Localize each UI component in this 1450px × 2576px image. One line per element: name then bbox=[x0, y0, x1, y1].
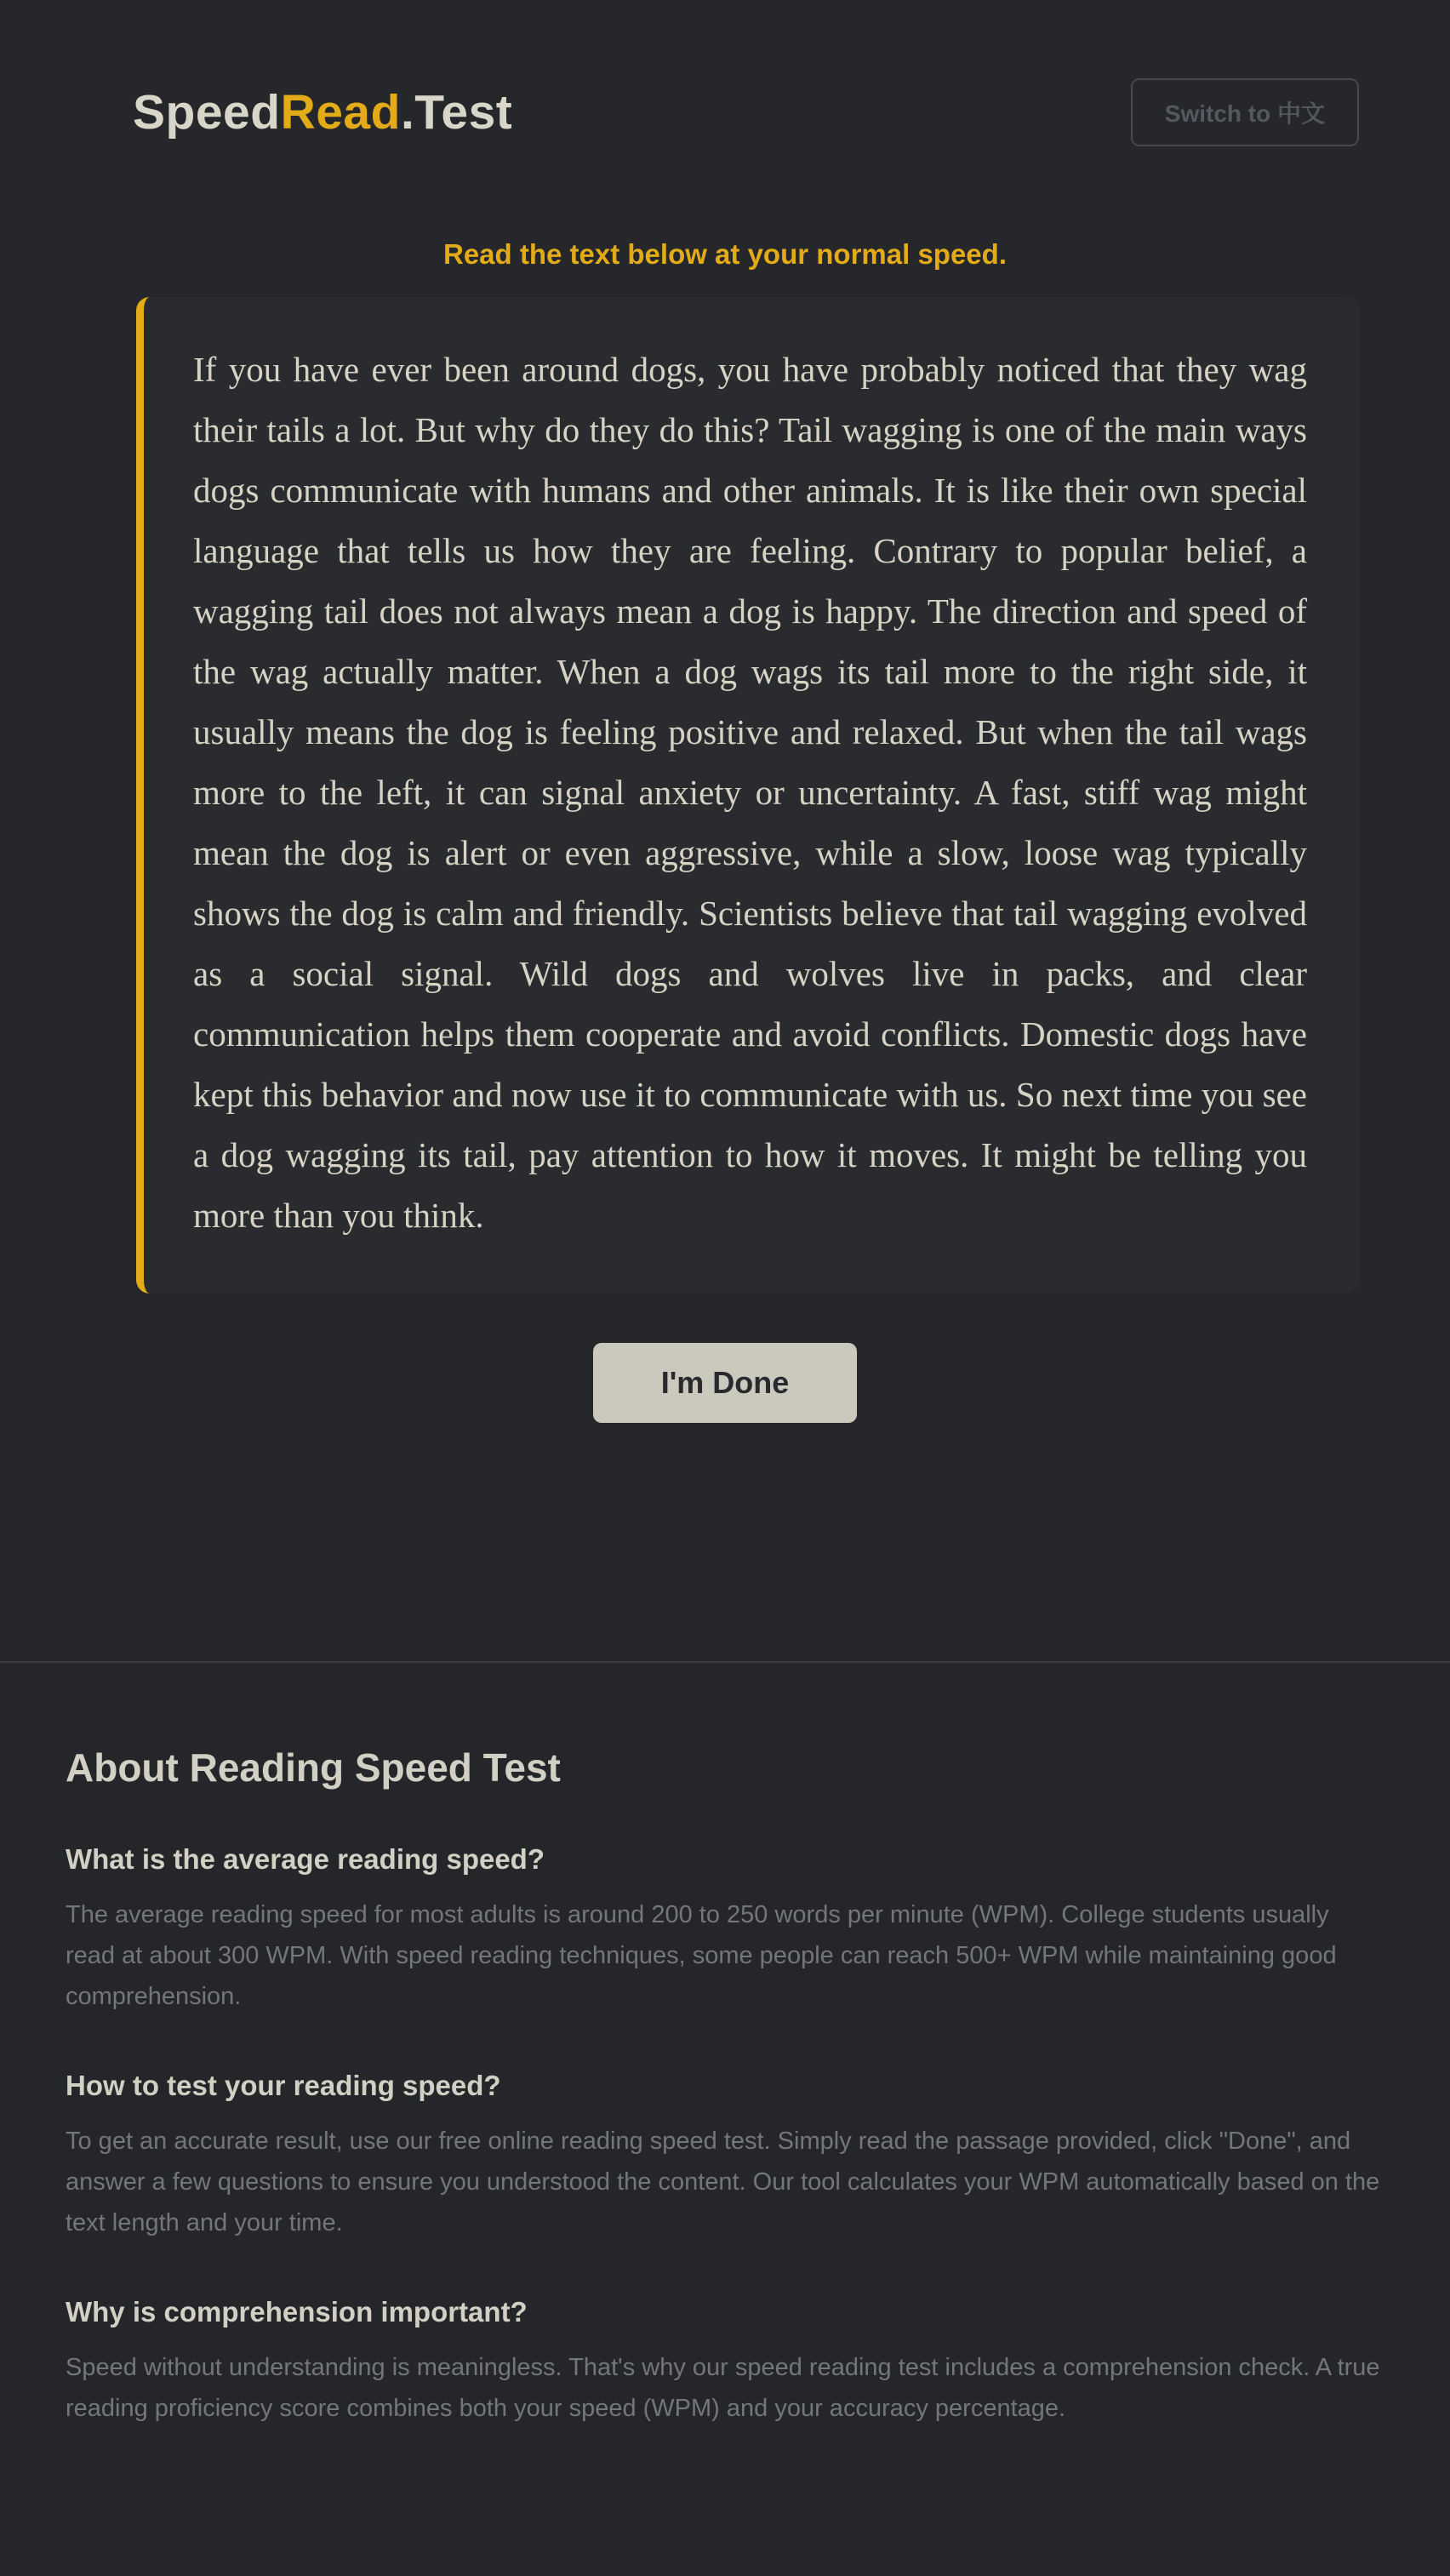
qa-heading-how-to-test: How to test your reading speed? bbox=[66, 2070, 501, 2101]
qa-body-average-speed: The average reading speed for most adults is around 200 to 250 words per minute (WPM). College students usually read at about 300 WPM. With speed reading techniques, some people can reach 500+ WPM while maintaining good comprehension. bbox=[66, 1901, 1337, 2010]
about-qa-block bbox=[66, 2296, 1384, 2429]
about-qa-block bbox=[66, 1843, 1384, 2017]
header bbox=[0, 0, 1450, 146]
language-switch-button[interactable]: Switch to 中文 bbox=[1131, 78, 1359, 146]
passage-text: If you have ever been around dogs, you have probably noticed that they wag their tails a lot. But why do they do this? Tail wagging is one of the main ways dogs communicate with humans and other animals. It is like their own special language that tells us how they are feeling. Contrary to popular belief, a wagging tail does not always mean a dog is happy. The direction and speed of the wag actually matter. When a dog wags its tail more to the right side, it usually means the dog is feeling positive and relaxed. But when the tail wags more to the left, it can signal anxiety or uncertainty. A fast, stiff wag might mean the dog is alert or even aggressive, while a slow, loose wag typically shows the dog is calm and friendly. Scientists believe that tail wagging evolved as a social signal. Wild dogs and wolves live in packs, and clear communication helps them cooperate and avoid conflicts. Domestic dogs have kept this behavior and now use it to communicate with us. So next time you see a dog wagging its tail, pay attention to how it moves. It might be telling you more than you think. bbox=[193, 350, 1307, 1235]
logo-part-read: Read bbox=[280, 85, 401, 140]
logo-part-test: .Test bbox=[400, 85, 513, 140]
logo-part-speed: Speed bbox=[133, 85, 281, 140]
qa-body-comprehension: Speed without understanding is meaningless. That's why our speed reading test includes a comprehension check. A true reading proficiency score combines both your speed (WPM) and your accuracy percentage. bbox=[66, 2354, 1380, 2422]
done-button[interactable]: I'm Done bbox=[593, 1343, 857, 1423]
test-area bbox=[0, 238, 1450, 1423]
about-section bbox=[0, 1661, 1450, 2497]
qa-heading-comprehension: Why is comprehension important? bbox=[66, 2296, 528, 2328]
site-logo bbox=[133, 84, 512, 140]
passage-card bbox=[136, 297, 1360, 1294]
qa-heading-average-speed: What is the average reading speed? bbox=[66, 1843, 545, 1875]
instruction-text: Read the text below at your normal speed. bbox=[443, 238, 1007, 270]
about-qa-block bbox=[66, 2070, 1384, 2243]
about-title: About Reading Speed Test bbox=[66, 1745, 561, 1790]
qa-body-how-to-test: To get an accurate result, use our free online reading speed test. Simply read the passage provided, click "Done", and answer a few questions to ensure you understood the content. Our tool calculates your WPM automatically based on the text length and your time. bbox=[66, 2128, 1380, 2236]
